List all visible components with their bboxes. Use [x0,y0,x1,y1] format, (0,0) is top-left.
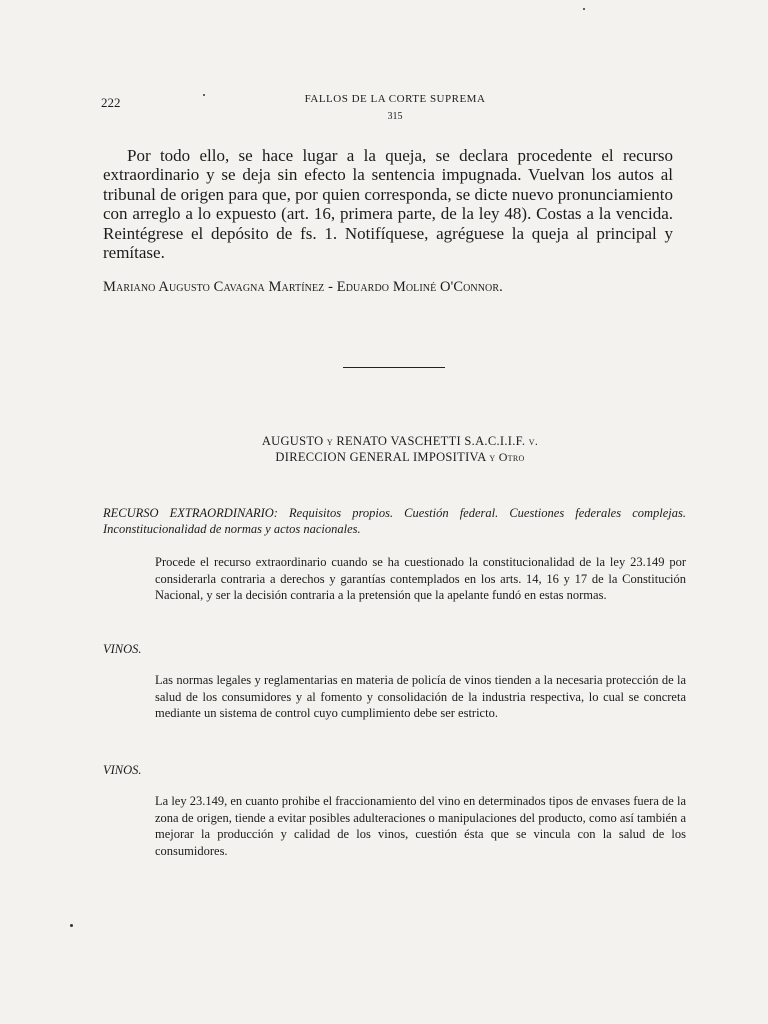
scan-speck [583,8,585,10]
summary-paragraph [155,793,686,859]
scan-speck [203,94,205,96]
case-title-party-2: RENATO VASCHETTI S.A.C.I.I.F. [336,434,526,448]
case-title [0,433,768,465]
summary-text: Procede el recurso extraordinario cuando se ha cuestionado la constitucionalidad de la ley 23.149 por considerarla contraria a derechos y garantías contemplados en los arts. 14, 16 y 17 de la Constitución Nacional, y ser la decisión contraria a la pretensión que la apelante fundó en estas normas. [155,555,686,602]
case-title-line-2 [0,449,768,465]
case-title-versus: v. [528,434,539,448]
summary-paragraph [155,554,686,604]
summary-paragraph [155,672,686,722]
summary-text: Las normas legales y reglamentarias en materia de policía de vinos tienden a la necesaria protección de la salud de los consumidores y al fomento y consolidación de la industria respectiva, lo cual se concreta mediante un sistema de control cuyo cumplimiento debe ser estricto. [155,673,686,720]
main-paragraph [103,146,673,262]
topic-text: RECURSO EXTRAORDINARIO: Requisitos propios. Cuestión federal. Cuestiones federales complejas. Inconstitucionalidad de normas y actos nacionales. [103,506,686,536]
page-number: 222 [101,95,121,110]
signatures: Mariano Augusto Cavagna Martínez - Eduardo Moliné O'Connor. [103,279,503,295]
topic-heading [103,641,686,657]
main-paragraph-text: Por todo ello, se hace lugar a la queja, se declara procedente el recurso extraordinario y se deja sin efecto la sentencia impugnada. Vuelvan los autos al tribunal de origen para que, por quien corresponda, se dicte nuevo pronunciamiento con arreglo a lo expuesto (art. 16, primera parte, de la ley 48). Costas a la vencida. Reintégrese el depósito de fs. 1. Notifíquese, agréguese la queja al principal y remítase. [103,146,673,263]
topic-text: VINOS. [103,642,142,656]
volume-number: 315 [387,111,403,122]
summary-text: La ley 23.149, en cuanto prohibe el fraccionamiento del vino en determinados tipos de envases fuera de la zona de origen, tiende a evitar posibles adulteraciones o manipulaciones del producto, como así también a mejorar la producción y calidad de los vinos, cuestión ésta que se vincula con la salud de los consumidores. [155,794,686,858]
case-title-defendant: DIRECCION GENERAL IMPOSITIVA [275,450,486,464]
case-title-conjunction: y [326,434,333,448]
topic-heading [103,505,686,537]
section-divider [343,367,445,368]
topic-heading [103,762,686,778]
topic-text: VINOS. [103,763,142,777]
scan-speck [70,924,73,927]
case-title-other: y Otro [489,450,525,464]
running-title: FALLOS DE LA CORTE SUPREMA [304,93,486,105]
case-title-party-1: AUGUSTO [261,434,324,448]
case-title-line-1 [0,433,768,449]
